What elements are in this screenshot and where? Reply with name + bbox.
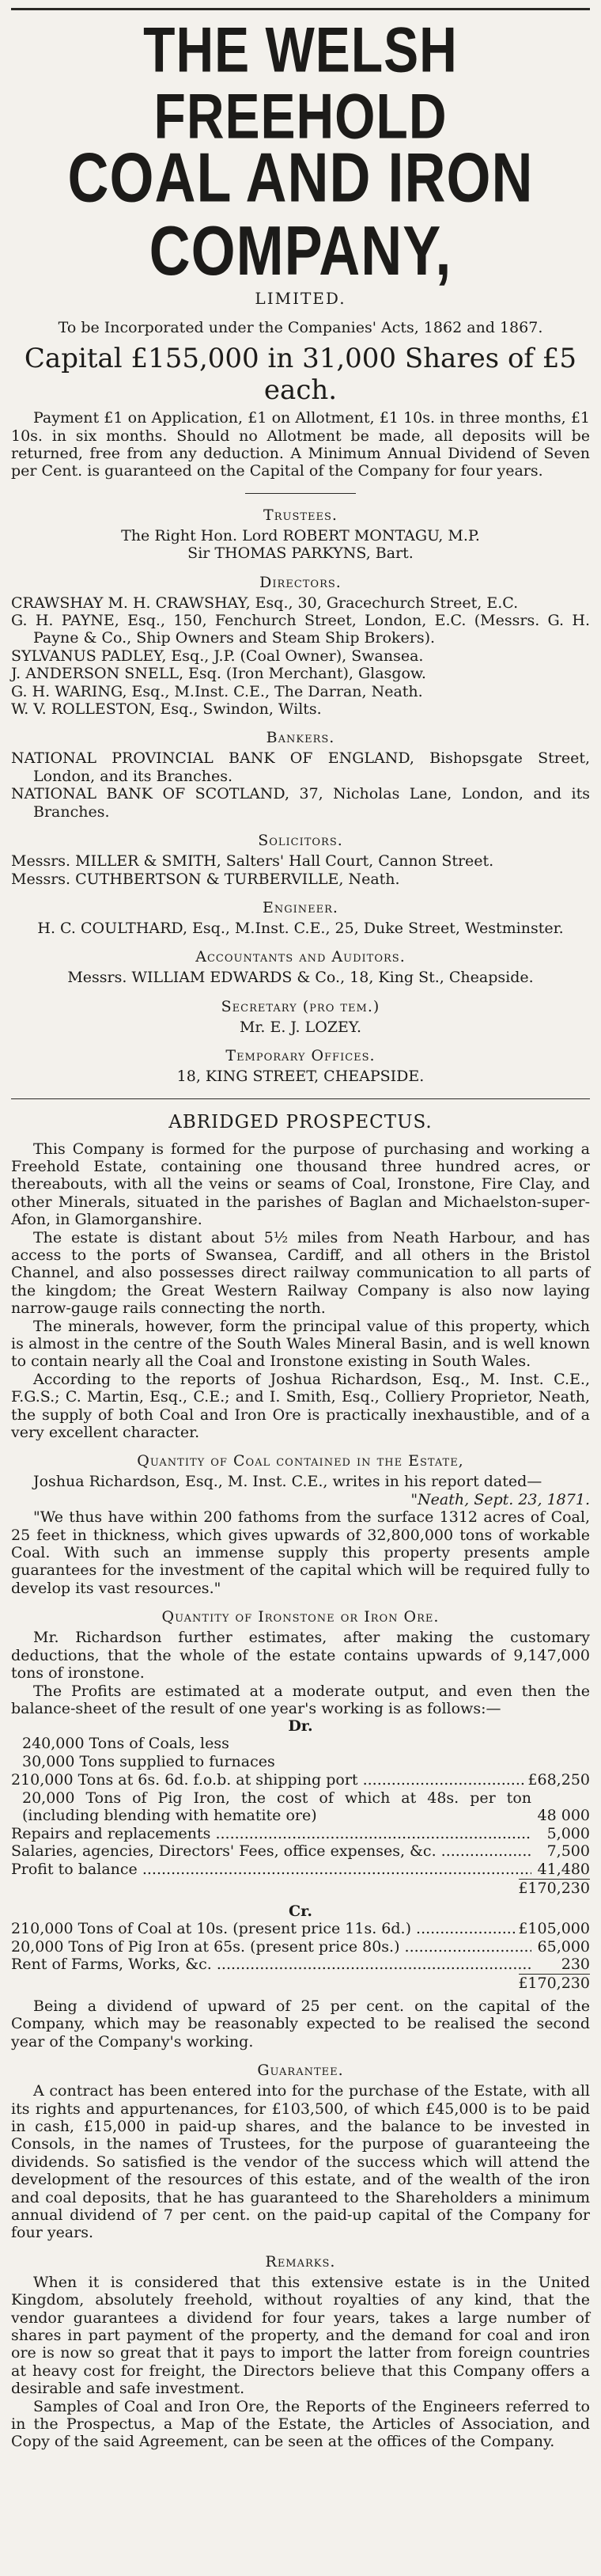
credit-row bbox=[11, 1920, 590, 1938]
credit-row bbox=[11, 1956, 590, 1974]
top-rule bbox=[11, 8, 590, 10]
divider bbox=[11, 1098, 590, 1099]
divider bbox=[245, 493, 356, 494]
debit-row-amount: 7,500 bbox=[546, 1842, 590, 1861]
banker-line: NATIONAL BANK OF SCOTLAND, 37, Nicholas Lane, London, and its Branches. bbox=[11, 785, 590, 821]
coal-intro: Joshua Richardson, Esq., M. Inst. C.E., writes in his report dated— bbox=[33, 1473, 542, 1491]
offices-line: 18, KING STREET, CHEAPSIDE. bbox=[176, 1068, 425, 1086]
debit-row bbox=[11, 1825, 590, 1843]
debit-total: £170,230 bbox=[518, 1879, 590, 1897]
director-line: G. H. WARING, Esq., M.Inst. C.E., The Darran, Neath. bbox=[11, 682, 423, 700]
guarantee-heading: Guarantee. bbox=[257, 2062, 344, 2080]
ironstone-paragraph: Mr. Richardson further estimates, after making the customary deductions, that the whole of the estate contains upwards of 9,147,000 tons of ironstone. bbox=[11, 1629, 590, 1683]
debit-row-label: Repairs and replacements ..... bbox=[11, 1825, 531, 1843]
director-line: W. V. ROLLESTON, Esq., Swindon, Wilts. bbox=[11, 700, 322, 719]
debit-row-label: Salaries, agencies, Directors' Fees, office expenses, &c. ..... bbox=[11, 1842, 531, 1861]
trustees-heading: Trustees. bbox=[263, 506, 338, 524]
bankers-heading: Bankers. bbox=[266, 729, 335, 747]
credit-row-label: 210,000 Tons of Coal at 10s. (present price 11s. 6d.) ..... bbox=[11, 1920, 515, 1938]
incorporation-line: To be Incorporated under the Companies' Acts, 1862 and 1867. bbox=[58, 318, 543, 336]
payment-terms: Payment £1 on Application, £1 on Allotment, £1 10s. in three months, £1 10s. in six months. Should no Allotment be made, all deposits will be returned, free from any deduction. A Minimum Annual Dividend of Seven per Cent. is guaranteed on the Capital of the Company for four years. bbox=[11, 409, 590, 480]
dividend-note: Being a dividend of upward of 25 per cent. on the capital of the Company, which may be reasonably expected to be realised the second year of the Company's working. bbox=[11, 1997, 590, 2051]
credit-row-amount: 65,000 bbox=[537, 1937, 590, 1956]
banker-line: NATIONAL PROVINCIAL BANK OF ENGLAND, Bishopsgate Street, London, and its Branches. bbox=[11, 749, 590, 785]
prospectus-paragraph: This Company is formed for the purpose of purchasing and working a Freehold Estate, containing one thousand three hundred acres, or thereabouts, with all the veins or seams of Coal, Ironstone, Fire Clay, and other Minerals, situated in the parishes of Baglan and Michaelston-super-Afon, in Glamorganshire. bbox=[11, 1140, 590, 1229]
debit-row bbox=[11, 1789, 590, 1825]
credit-total: £170,230 bbox=[518, 1975, 590, 1993]
coal-heading: Quantity of Coal contained in the Estate, bbox=[137, 1452, 464, 1470]
debit-row-amount: 41,480 bbox=[537, 1861, 590, 1879]
guarantee-paragraph: A contract has been entered into for the purchase of the Estate, with all its rights and appurtenances, for £103,500, of which £45,000 is to be paid in cash, £15,000 in paid-up shares, and the balance to be invested in Consols, in the names of Trustees, for the purpose of guaranteeing the dividends. So satisfied is the vendor of the success which will attend the development of the resources of this estate, and of the wealth of the iron and coal deposits, that he has guaranteed to the Shareholders a minimum annual dividend of 7 per cent. on the paid-up capital of the Company for four years. bbox=[11, 2082, 590, 2242]
engineer-line: H. C. COULTHARD, Esq., M.Inst. C.E., 25, Duke Street, Westminster. bbox=[37, 919, 564, 937]
debit-row bbox=[11, 1842, 590, 1861]
ironstone-heading: Quantity of Ironstone or Iron Ore. bbox=[161, 1608, 440, 1626]
debit-row-amount: 48 000 bbox=[537, 1806, 590, 1824]
directors-heading: Directors. bbox=[259, 573, 342, 591]
auditor-line: Messrs. WILLIAM EDWARDS & Co., 18, King St., Cheapside. bbox=[67, 969, 534, 987]
prospectus-paragraph: The minerals, however, form the principal value of this property, which is almost in the centre of the South Wales Mineral Basin, and is well known to contain nearly all the Coal and Ironstone existing in South Wales. bbox=[11, 1317, 590, 1371]
director-line: SYLVANUS PADLEY, Esq., J.P. (Coal Owner), Swansea. bbox=[11, 647, 424, 665]
solicitor-line: Messrs. MILLER & SMITH, Salters' Hall Court, Cannon Street. bbox=[11, 852, 494, 871]
remarks-paragraph: When it is considered that this extensive estate is in the United Kingdom, absolutely freehold, without royalties of any kind, that the vendor guarantees a dividend for four years, takes a large number of shares in part payment of the property, and the demand for coal and iron ore is now so great that it pays to import the latter from foreign countries at heavy cost for freight, the Directors believe that this Company offers a desirable and safe investment. bbox=[11, 2273, 590, 2398]
auditors-heading: Accountants and Auditors. bbox=[195, 948, 406, 966]
debit-pre-line: 30,000 Tons supplied to furnaces bbox=[22, 1753, 275, 1771]
credit-row-amount: 230 bbox=[561, 1956, 590, 1974]
remarks-paragraph: Samples of Coal and Iron Ore, the Reports of the Engineers referred to in the Prospectus, a Map of the Estate, the Articles of Association, and Copy of the said Agreement, can be seen at the offices of the Company. bbox=[11, 2397, 590, 2451]
director-line: G. H. PAYNE, Esq., 150, Fenchurch Street, London, E.C. (Messrs. G. H. Payne & Co., Ship Owners and Steam Ship Brokers). bbox=[11, 612, 590, 647]
solicitor-line: Messrs. CUTHBERTSON & TURBERVILLE, Neath. bbox=[11, 870, 400, 888]
credit-row-label: 20,000 Tons of Pig Iron at 65s. (present price 80s.) ..... bbox=[11, 1938, 531, 1956]
credit-row-label: Rent of Farms, Works, &c. ..... bbox=[11, 1956, 531, 1974]
coal-quote: "We thus have within 200 fathoms from the surface 1312 acres of Coal, 25 feet in thickness, which gives upwards of 32,800,000 tons of workable Coal. With such an immense supply this property presents ample guarantees for the investment of the capital which will be required fully to develop its vast resources." bbox=[11, 1508, 590, 1597]
trustee-line: The Right Hon. Lord ROBERT MONTAGU, M.P. bbox=[121, 526, 480, 544]
title-line-1: THE WELSH FREEHOLD bbox=[143, 13, 458, 153]
prospectus-heading: ABRIDGED PROSPECTUS. bbox=[168, 1111, 433, 1132]
capital-line: Capital £155,000 in 31,000 Shares of £5 each. bbox=[24, 343, 577, 407]
solicitors-heading: Solicitors. bbox=[258, 832, 343, 850]
secretary-line: Mr. E. J. LOZEY. bbox=[239, 1018, 362, 1036]
debit-row-amount: £68,250 bbox=[527, 1770, 590, 1789]
credit-label: Cr. bbox=[288, 1902, 312, 1920]
debit-row bbox=[11, 1771, 590, 1789]
trustee-line: Sir THOMAS PARKYNS, Bart. bbox=[187, 544, 414, 563]
remarks-heading: Remarks. bbox=[265, 2252, 336, 2271]
offices-heading: Temporary Offices. bbox=[225, 1047, 376, 1065]
debit-label: Dr. bbox=[288, 1717, 313, 1736]
engineer-heading: Engineer. bbox=[263, 898, 338, 916]
debit-row bbox=[11, 1861, 590, 1879]
debit-row-label: Profit to balance ..... bbox=[11, 1861, 531, 1879]
prospectus-paragraph: According to the reports of Joshua Richardson, Esq., M. Inst. C.E., F.G.S.; C. Martin, Esq., C.E.; and I. Smith, Esq., Colliery Proprietor, Neath, the supply of both Coal and Iron Ore is practically inexhaustible, and of a very excellent character. bbox=[11, 1370, 590, 1442]
coal-dateline: "Neath, Sept. 23, 1871. bbox=[410, 1490, 590, 1508]
limited-label: LIMITED. bbox=[255, 288, 346, 308]
director-line: J. ANDERSON SNELL, Esq. (Iron Merchant), Glasgow. bbox=[11, 665, 426, 683]
credit-row-amount: £105,000 bbox=[518, 1919, 590, 1937]
ironstone-paragraph: The Profits are estimated at a moderate output, and even then the balance-sheet of the result of one year's working is as follows:— bbox=[11, 1682, 590, 1717]
debit-row-label: 20,000 Tons of Pig Iron, the cost of which at 48s. per ton (including blending with hematite ore) bbox=[22, 1789, 531, 1825]
credit-row bbox=[11, 1938, 590, 1956]
title-line-2: COAL AND IRON COMPANY, bbox=[67, 138, 534, 290]
secretary-heading: Secretary (pro tem.) bbox=[221, 997, 380, 1015]
director-line: CRAWSHAY M. H. CRAWSHAY, Esq., 30, Gracechurch Street, E.C. bbox=[11, 594, 519, 612]
debit-row-amount: 5,000 bbox=[546, 1824, 590, 1842]
prospectus-paragraph: The estate is distant about 5½ miles from Neath Harbour, and has access to the ports of Swansea, Cardiff, and all others in the Bristol Channel, and also possesses direct railway communication to all parts of the kingdom; the Great Western Railway Company is also now laying narrow-gauge rails connecting the north. bbox=[11, 1228, 590, 1318]
debit-row-label: 210,000 Tons at 6s. 6d. f.o.b. at shipping port ..... bbox=[11, 1771, 524, 1789]
debit-pre-line: 240,000 Tons of Coals, less bbox=[22, 1735, 229, 1753]
